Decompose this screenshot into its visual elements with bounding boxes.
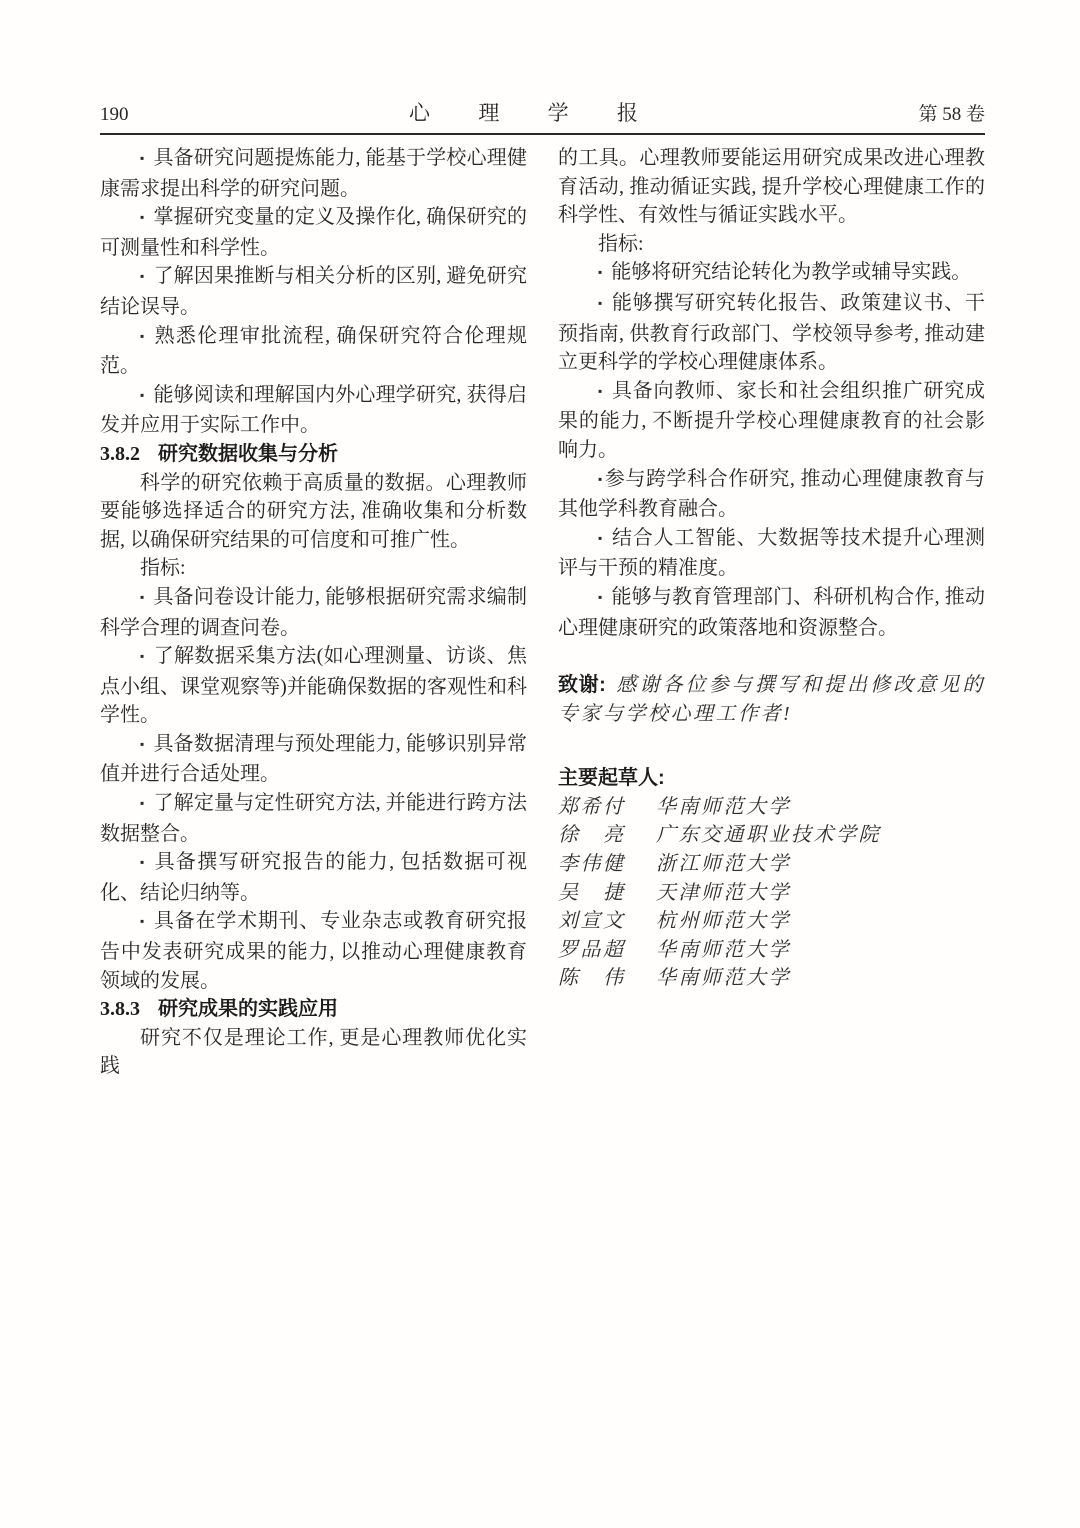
- bullet-item: [100, 848, 527, 907]
- bullet-text: 了解因果推断与相关分析的区别, 避免研究结论误导。: [100, 265, 527, 318]
- section-title: 研究成果的实践应用: [158, 998, 338, 1021]
- bullet-item: [100, 262, 527, 321]
- drafter-name: 刘宣文: [558, 910, 626, 933]
- bullet-icon: ▪: [598, 589, 603, 604]
- drafters-section: [558, 764, 985, 993]
- drafter-name: 吴 捷: [558, 881, 626, 904]
- bullet-text: 结合人工智能、大数据等技术提升心理测评与干预的精准度。: [558, 526, 986, 580]
- bullet-item: [558, 377, 985, 465]
- paragraph-continuation: 的工具。心理教师要能运用研究成果改进心理教育活动, 推动循证实践, 提升学校心理健康工作的科学性、有效性与循证实践水平。: [558, 147, 985, 227]
- section-heading-383: [100, 995, 527, 1024]
- indicators-label: 指标:: [598, 232, 644, 255]
- drafter-row: [558, 850, 985, 879]
- bullet-text: 能够阅读和理解国内外心理学研究, 获得启发并应用于实际工作中。: [100, 383, 527, 437]
- drafter-affiliation: 华南师范大学: [656, 795, 791, 818]
- bullet-icon: ▪: [140, 387, 145, 402]
- bullet-icon: ▪: [598, 530, 604, 545]
- bullet-item: [100, 322, 527, 381]
- acknowledgment-label: 致谢:: [558, 674, 606, 697]
- bullet-text: 具备向教师、家长和社会组织推广研究成果的能力, 不断提升学校心理健康教育的社会影响力。: [558, 379, 986, 461]
- bullet-icon: ▪: [140, 649, 145, 664]
- drafter-affiliation: 天津师范大学: [656, 881, 791, 904]
- bullet-item: [100, 642, 527, 730]
- drafter-name: 郑希付: [558, 795, 626, 818]
- volume-label: 第 58 卷: [918, 104, 985, 125]
- bullet-item: [558, 524, 985, 583]
- bullet-text: 能够与教育管理部门、科研机构合作, 推动心理健康研究的政策落地和资源整合。: [558, 585, 985, 639]
- bullet-icon: ▪: [140, 151, 145, 165]
- acknowledgment-text: 感谢各位参与撰写和提出修改意见的专家与学校心理工作者!: [558, 674, 985, 725]
- drafter-affiliation: 华南师范大学: [656, 967, 791, 990]
- running-head: [100, 97, 985, 135]
- bullet-text: 掌握研究变量的定义及操作化, 确保研究的可测量性和科学性。: [100, 206, 527, 259]
- drafters-title: 主要起草人:: [558, 767, 665, 790]
- bullet-icon: ▪: [140, 589, 145, 604]
- bullet-item: [100, 583, 527, 642]
- bullet-item: [100, 789, 527, 848]
- drafter-row: [558, 907, 985, 936]
- bullet-icon: ▪: [140, 914, 146, 929]
- bullet-text: 具备问卷设计能力, 能够根据研究需求编制科学合理的调查问卷。: [100, 585, 527, 639]
- bullet-item: [558, 289, 985, 377]
- bullet-item: [100, 203, 527, 262]
- left-column: [100, 144, 527, 1081]
- drafter-row: [558, 936, 985, 965]
- bullet-icon: ▪: [140, 328, 146, 343]
- bullet-item: [100, 907, 527, 995]
- drafter-affiliation: 华南师范大学: [656, 938, 791, 961]
- section-number: 3.8.2: [100, 442, 140, 465]
- drafter-affiliation: 杭州师范大学: [656, 910, 791, 933]
- bullet-text: 具备撰写研究报告的能力, 包括数据可视化、结论归纳等。: [100, 851, 527, 904]
- drafter-name: 陈 伟: [558, 967, 626, 990]
- drafter-affiliation: 浙江师范大学: [656, 853, 791, 876]
- journal-title: 心理学报: [409, 101, 687, 125]
- bullet-text: 能够撰写研究转化报告、政策建议书、干预指南, 供教育行政部门、学校领导参考, 推动建立更科学的学校心理健康体系。: [558, 291, 986, 374]
- drafter-row: [558, 879, 985, 908]
- paragraph: 研究不仅是理论工作, 更是心理教师优化实践: [100, 1026, 527, 1078]
- bullet-text: 具备在学术期刊、专业杂志或教育研究报告中发表研究成果的能力, 以推动心理健康教育领域的发展。: [100, 910, 528, 992]
- right-column: [558, 144, 985, 1081]
- bullet-icon: ▪: [140, 855, 146, 870]
- drafter-row: [558, 821, 985, 850]
- bullet-icon: ▪: [598, 265, 603, 280]
- bullet-text: 能够将研究结论转化为教学或辅导实践。: [611, 261, 972, 284]
- bullet-text: 了解定量与定性研究方法, 并能进行跨方法数据整合。: [100, 792, 527, 845]
- bullet-icon: ▪: [598, 471, 603, 486]
- indicators-label: 指标:: [140, 557, 186, 580]
- section-number: 3.8.3: [100, 998, 140, 1021]
- drafter-name: 罗品超: [558, 938, 626, 961]
- bullet-icon: ▪: [140, 210, 145, 225]
- acknowledgment: [558, 671, 985, 728]
- bullet-icon: ▪: [598, 295, 604, 310]
- drafter-name: 李伟健: [558, 853, 626, 876]
- bullet-item: [100, 381, 527, 440]
- bullet-icon: ▪: [140, 796, 145, 811]
- bullet-item: [558, 465, 985, 524]
- drafter-affiliation: 广东交通职业技术学院: [656, 824, 881, 847]
- bullet-text: 具备数据清理与预处理能力, 能够识别异常值并进行合适处理。: [100, 732, 527, 786]
- bullet-text: 熟悉伦理审批流程, 确保研究符合伦理规范。: [100, 324, 527, 378]
- page-number: 190: [100, 104, 129, 125]
- bullet-item: [100, 730, 527, 789]
- bullet-text: 参与跨学科合作研究, 推动心理健康教育与其他学科教育融合。: [558, 467, 985, 521]
- bullet-icon: ▪: [140, 269, 145, 284]
- bullet-icon: ▪: [598, 383, 604, 398]
- section-heading-382: [100, 440, 527, 469]
- bullet-icon: ▪: [140, 736, 145, 751]
- drafter-name: 徐 亮: [558, 824, 626, 847]
- drafter-row: [558, 793, 985, 822]
- bullet-item: [558, 258, 985, 289]
- drafter-row: [558, 964, 985, 993]
- section-title: 研究数据收集与分析: [158, 442, 338, 465]
- bullet-text: 具备研究问题提炼能力, 能基于学校心理健康需求提出科学的研究问题。: [100, 147, 527, 200]
- bullet-text: 了解数据采集方法(如心理测量、访谈、焦点小组、课堂观察等)并能确保数据的客观性和科学性。: [100, 645, 527, 727]
- paragraph: 科学的研究依赖于高质量的数据。心理教师要能够选择适合的研究方法, 准确收集和分析数据, 以确保研究结果的可信度和可推广性。: [100, 471, 527, 551]
- bullet-item: [558, 583, 985, 642]
- bullet-item: [100, 144, 527, 203]
- two-column-body: [100, 144, 985, 1081]
